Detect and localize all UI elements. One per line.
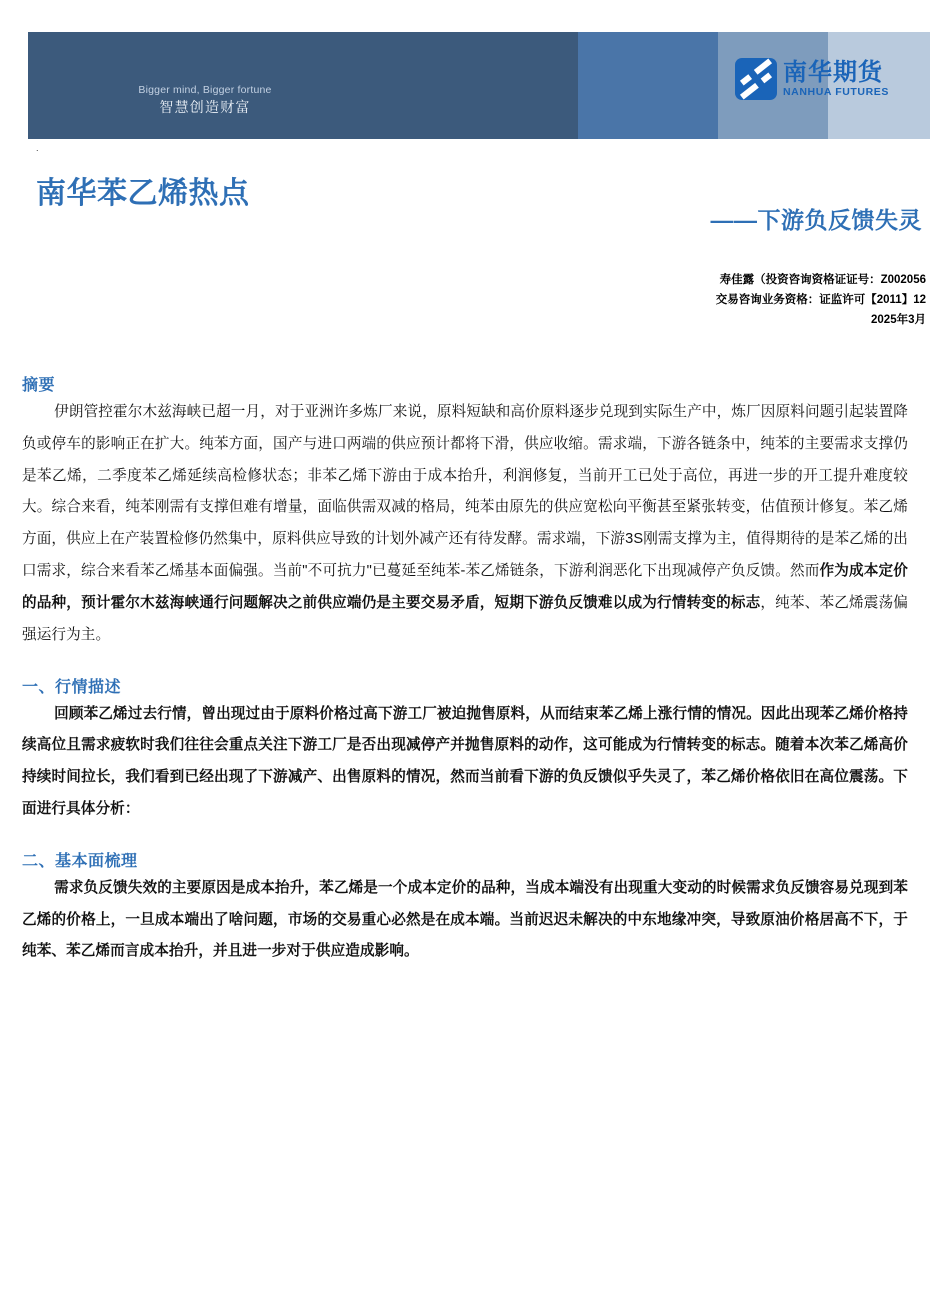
byline-date: 2025年3月 xyxy=(871,314,926,327)
tagline-english: Bigger mind, Bigger fortune xyxy=(138,84,272,96)
text-run-bold: 作为成本定价的品种，预计霍尔木兹海峡通行问题解决之前供应端仍是主要交易矛盾，短期下游负反馈难以成为行情转变的标志 xyxy=(22,563,909,611)
byline-author: 寿佳露（投资咨询资格证证号：Z002056 xyxy=(719,274,926,286)
stray-mark: . xyxy=(36,143,39,153)
page-subtitle: ——下游负反馈失灵 xyxy=(710,207,922,233)
byline-block xyxy=(0,270,930,330)
nanhua-futures-logo xyxy=(735,58,889,100)
logo-name-english: NANHUA FUTURES xyxy=(783,85,890,98)
section-heading: 一、行情描述 xyxy=(22,678,122,696)
logo-wordmark xyxy=(783,58,890,98)
byline-license: 交易咨询业务资格：证监许可【2011】12 xyxy=(715,294,926,307)
text-run-bold: 回顾苯乙烯过去行情，曾出现过由于原料价格过高下游工厂被迫抛售原料，从而结束苯乙烯上涨行情的情况。因此出现苯乙烯价格持续高位且需求疲软时我们往往会重点关注下游工厂是否出现减停产并抛售原料的动作，这可能成为行情转变的标志。随着本次苯乙烯高价持续时间拉长，我们看到已经出现了下游减产、出售原料的情况，然而当前看下游的负反馈似乎失灵了，苯乙烯价格依旧在高位震荡。下面进行具体分析： xyxy=(22,705,908,817)
text-run: ，纯苯、苯乙烯震荡偏强运行为主。 xyxy=(22,594,908,643)
tagline-chinese: 智慧创造财富 xyxy=(159,99,251,116)
nanhua-logo-icon xyxy=(735,58,777,100)
body-paragraph xyxy=(22,699,908,826)
section-heading: 摘要 xyxy=(22,377,56,394)
header-band-segment-1 xyxy=(28,32,578,139)
body-paragraph xyxy=(22,873,908,968)
body-paragraph xyxy=(22,397,908,652)
page-title: 南华苯乙烯热点 xyxy=(36,177,250,210)
text-run-bold: 需求负反馈失效的主要原因是成本抬升，苯乙烯是一个成本定价的品种，当成本端没有出现重大变动的时候需求负反馈容易兑现到苯乙烯的价格上，一旦成本端出了啥问题，市场的交易重心必然是在成本端。当前迟迟未解决的中东地缘冲突，导致原油价格居高不下，于纯苯、苯乙烯而言成本抬升，并且进一步对于供应造成影响。 xyxy=(22,879,908,960)
header-band-segment-2 xyxy=(578,32,718,139)
section-heading: 二、基本面梳理 xyxy=(22,852,138,870)
text-run: 伊朗管控霍尔木兹海峡已超一月，对于亚洲许多炼厂来说，原料短缺和高价原料逐步兑现到实际生产中，炼厂因原料问题引起装置降负或停车的影响正在扩大。纯苯方面，国产与进口两端的供应预计都将下滑，供应收缩。需求端，下游各链条中，纯苯的主要需求支撑仍是苯乙烯，二季度苯乙烯延续高检修状态；非苯乙烯下游由于成本抬升，利润修复，当前开工已处于高位，再进一步的开工提升难度较大。综合来看，纯苯刚需有支撑但难有增量，面临供需双减的格局，纯苯由原先的供应宽松向平衡甚至紧张转变，估值预计修复。苯乙烯方面，供应上在产装置检修仍然集中，原料供应导致的计划外减产还有待发酵。需求端，下游3S刚需支撑为主，值得期待的是苯乙烯的出口需求，综合来看苯乙烯基本面偏强。当前"不可抗力"已蔓延至纯苯-苯乙烯链条，下游利润恶化下出现减停产负反馈。然而 xyxy=(22,404,908,580)
logo-name-chinese: 南华期货 xyxy=(783,58,883,86)
document-body xyxy=(22,372,908,968)
